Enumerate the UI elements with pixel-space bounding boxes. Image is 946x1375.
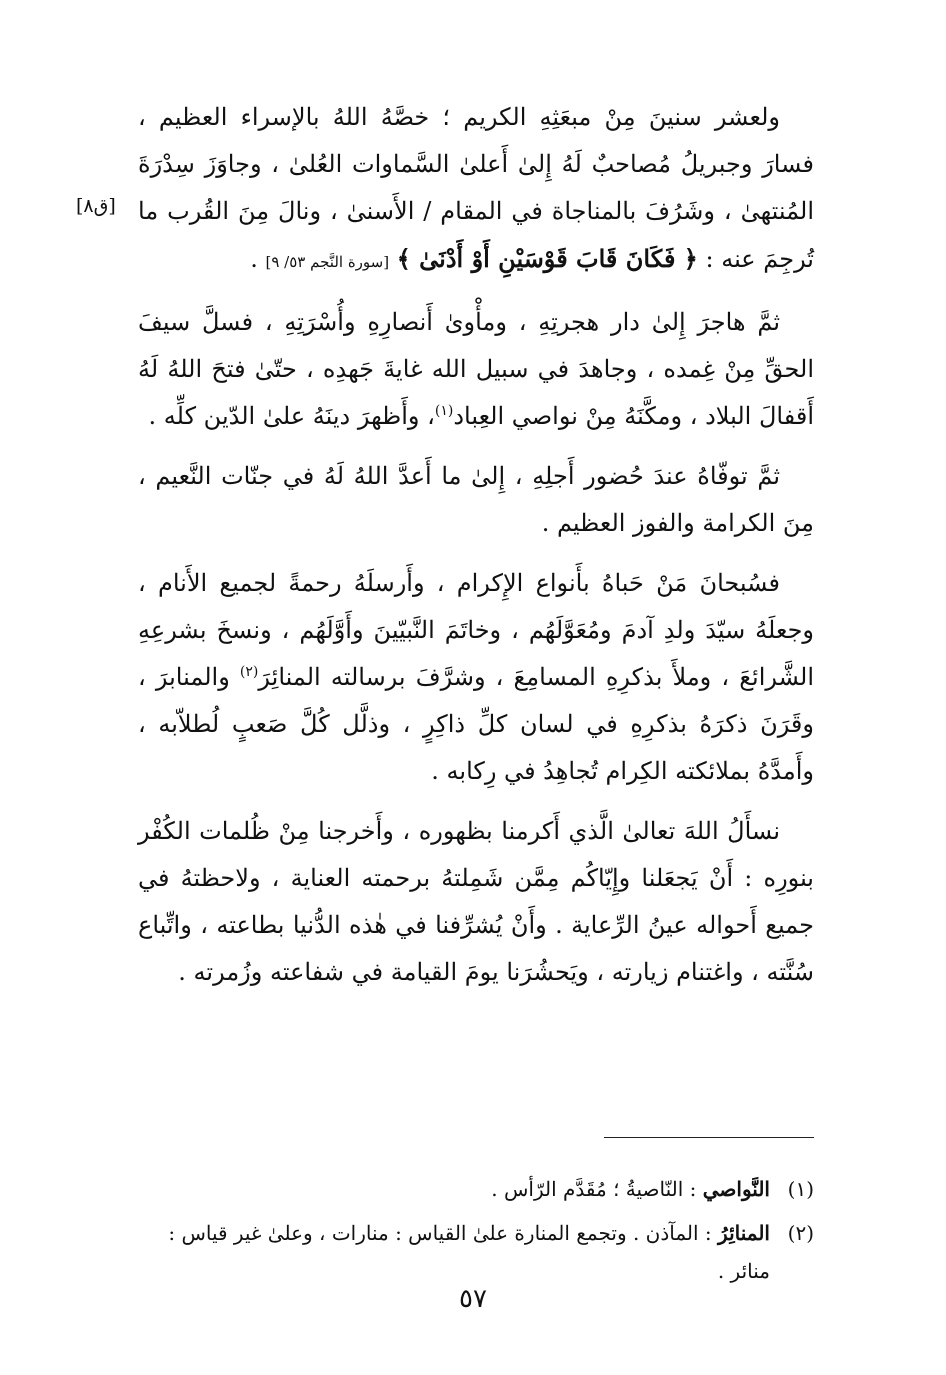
footnote-divider xyxy=(604,1137,814,1138)
manuscript-folio-marker: [ق٨] xyxy=(76,195,116,217)
quran-verse: ﴿ فَكَانَ قَابَ قَوْسَيْنِ أَوْ أَدْنَىٰ ﴾ xyxy=(396,244,698,273)
footnote-number: (١) xyxy=(787,1177,814,1201)
main-text xyxy=(138,94,814,1009)
paragraph-text: ولعشر سنينَ مِنْ مبعَثِهِ الكريم ؛ خصَّهُ اللهُ بالإسراء العظيم ، فسارَ وجبريلُ مُصاحبٌ لَهُ إِلىٰ أَعلىٰ السَّماوات العُلىٰ ، وجاوَزَ سِدْرَةَ المُنتهىٰ ، وشَرُفَ بالمناجاة في المقام / الأَسنىٰ ، ونالَ مِنَ القُرب ما تُرجِمَ عنه : xyxy=(138,103,814,273)
footnote-text: : النّاصيةُ ؛ مُقَدَّم الرّأس . xyxy=(491,1177,697,1201)
paragraph-end: والمنابرَ ، وقَرَنَ ذكرَهُ بذكرِهِ في لسان كلِّ ذاكِرٍ ، وذلَّل كُلَّ صَعبٍ لُطلاّبه ، وأَمدَّهُ بملائكته الكِرام تُجاهِدُ في رِكابه . xyxy=(138,663,814,785)
footnote-term: المنائِرُ xyxy=(718,1221,770,1245)
footnote-number: (٢) xyxy=(787,1221,814,1245)
footnote-1 xyxy=(138,1170,814,1208)
footnotes xyxy=(138,1170,814,1296)
verse-reference: [سورة النَّجم ٥٣/ ٩] xyxy=(265,253,390,271)
footnote-text: : المآذن . وتجمع المنارة علىٰ القياس : منارات ، وعلىٰ غير قياس : منائر . xyxy=(168,1221,770,1283)
footnote-term: النَّواصي xyxy=(702,1177,770,1201)
paragraph-text: نسأَلُ اللهَ تعالىٰ الَّذي أَكرمنا بظهوره ، وأَخرجنا مِنْ ظُلمات الكُفْر بنورِه : أَنْ يَجعَلنا وإِيّاكُم مِمَّن شَمِلتهُ برحمته العناية ، ولاحظتهُ في جميع أَحواله عينُ الرِّعاية . وأَنْ يُشرِّفنا في هٰذه الدُّنيا بطاعته ، واتِّباع سُنَّته ، واغتنام زيارته ، ويَحشُرَنا يومَ القيامة في شفاعته وزُمرته . xyxy=(138,817,814,986)
paragraph-isra xyxy=(138,94,814,286)
footnote-marker-1[interactable]: (١) xyxy=(434,403,454,419)
paragraph-text: ثمَّ هاجرَ إِلىٰ دار هجرتِهِ ، ومأْوىٰ أَنصارِهِ وأُسْرَتِهِ ، فسلَّ سيفَ الحقِّ مِنْ غِمده ، وجاهدَ في سبيل الله غايةَ جَهدِه ، حتّىٰ فتحَ اللهُ لَهُ أَقفالَ البلاد ، ومكَّنَهُ مِنْ نواصي العِباد xyxy=(138,308,814,430)
paragraph-end: ، وأَظهرَ دينَهُ علىٰ الدّين كلِّه . xyxy=(148,402,435,430)
footnote-2 xyxy=(138,1214,814,1290)
paragraph-end: . xyxy=(250,245,258,273)
paragraph-death xyxy=(138,453,814,547)
paragraph-text: فسُبحانَ مَنْ حَباهُ بأَنواع الإِكرام ، وأَرسلَهُ رحمةً لجميع الأَنام ، وجعلَهُ سيّدَ ولدِ آدمَ ومُعَوَّلَهُم ، وخاتَمَ النَّبيّينَ وأَوَّلَهُم ، ونسخَ بشرعِهِ الشَّرائعَ ، وملأَ بذكرِهِ المسامِعَ ، وشرَّفَ برسالته المنائِرَ xyxy=(138,569,815,691)
page-number: ٥٧ xyxy=(459,1284,487,1314)
paragraph-praise xyxy=(138,560,814,795)
paragraph-text: ثمَّ توفّاهُ عندَ حُضور أَجلِهِ ، إِلىٰ ما أَعدَّ اللهُ لَهُ في جنّات النَّعيم ، مِنَ الكرامة والفوز العظيم . xyxy=(138,462,814,537)
paragraph-hijra xyxy=(138,299,814,440)
footnote-marker-2[interactable]: (٢) xyxy=(239,664,259,680)
paragraph-supplication xyxy=(138,808,814,996)
